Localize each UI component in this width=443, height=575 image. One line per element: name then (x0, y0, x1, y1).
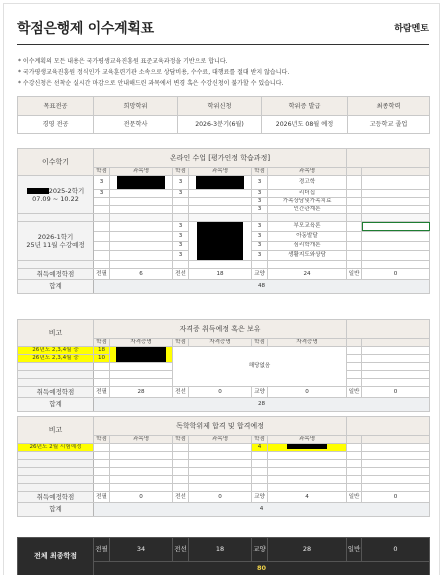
online-courses-table (17, 148, 430, 294)
desired-degree: 전문학사 (94, 116, 178, 134)
header (17, 14, 429, 40)
credit-value: 0 (362, 269, 430, 280)
sum-value: 28 (94, 398, 430, 412)
credit-type: 교양 (252, 538, 268, 562)
note-line: * 이수계획의 모든 내용은 국가평생교육진흥원 표준교육과정을 기반으로 합니다. (18, 58, 228, 65)
expected-credits-label: 취득예정학점 (18, 492, 94, 503)
credit-cell: 3 (252, 251, 268, 261)
certificates-table (17, 319, 430, 412)
credit-value: 28 (110, 387, 173, 398)
redacted-block (196, 176, 244, 189)
summary-header: 학위신청 (178, 97, 262, 116)
page-title: 학점은행제 이수계획표 (17, 21, 154, 37)
credit-value: 24 (268, 269, 347, 280)
term-name: 2026-1학기 (37, 233, 74, 241)
term-dates: 25년 11월 수강예정 (26, 241, 85, 249)
col-header: 학점 (252, 168, 268, 176)
target-major: 경영 전공 (18, 116, 94, 134)
col-header: 자격증명 (268, 339, 347, 347)
redacted-block (116, 347, 166, 362)
col-header: 학점 (94, 339, 110, 347)
credit-value: 0 (362, 387, 430, 398)
title-divider (17, 44, 429, 45)
credit-type: 교양 (252, 492, 268, 503)
credit-cell: 3 (173, 190, 189, 198)
col-header: 학점 (94, 436, 110, 444)
term-2026-1 (18, 222, 94, 261)
col-header: 자격증명 (110, 339, 173, 347)
col-header: 학점 (94, 168, 110, 176)
course-cell: 리더십 (268, 190, 347, 198)
credit-type: 전선 (173, 492, 189, 503)
credit-value: 0 (110, 492, 173, 503)
redacted-block (117, 176, 165, 189)
credit-cell: 3 (94, 176, 110, 190)
course-cell: 경고학 (268, 176, 347, 190)
col-header: 과목명 (110, 168, 173, 176)
credit-cell: 18 (94, 347, 110, 355)
sum-label: 합계 (18, 503, 94, 517)
credit-value: 6 (110, 269, 173, 280)
credit-type: 전선 (173, 269, 189, 280)
credit-cell: 3 (252, 206, 268, 214)
credit-cell: 3 (173, 231, 189, 241)
brand-name: 하람멘토 (394, 24, 429, 34)
cert-section-label: 비고 (18, 320, 94, 347)
col-header: 과목명 (268, 436, 347, 444)
credit-cell: 3 (94, 190, 110, 198)
credit-type: 전선 (173, 538, 189, 562)
sum-value: 4 (94, 503, 430, 517)
credit-type: 교양 (252, 269, 268, 280)
credit-type: 일반 (347, 538, 362, 562)
credit-type: 교양 (252, 387, 268, 398)
exam-subject-cell (268, 444, 347, 452)
exam-section-label: 비고 (18, 417, 94, 444)
term-name: 2025-2학기 (48, 186, 85, 195)
cert-note: 26년도 2,3,4월 중 (18, 355, 94, 363)
online-section-title: 온라인 수업 [평가인정 학습과정] (94, 149, 347, 168)
credit-type: 일반 (347, 387, 362, 398)
credit-cell: 3 (173, 241, 189, 251)
sum-value: 48 (94, 280, 430, 294)
credit-cell: 3 (173, 176, 189, 190)
credit-value: 4 (268, 492, 347, 503)
col-header: 과목명 (110, 436, 173, 444)
summary-header: 목표전공 (18, 97, 94, 116)
credit-cell: 3 (252, 241, 268, 251)
course-cell: 생활지도와상담 (268, 251, 347, 261)
credit-value: 0 (189, 387, 252, 398)
course-cell: 심리학개론 (268, 241, 347, 251)
credit-value: 0 (268, 387, 347, 398)
note-line: * 국가평생교육진흥원 정식인가 교육훈련기관 소속으로 상담비용, 수수료, 대행료를 절대 받지 않습니다. (18, 69, 290, 76)
credit-value: 34 (110, 538, 173, 562)
credit-type: 일반 (347, 269, 362, 280)
credit-value: 18 (189, 269, 252, 280)
sum-label: 합계 (18, 280, 94, 294)
col-header: 학점 (173, 168, 189, 176)
degree-application: 2026-3분기(6월) (178, 116, 262, 134)
credit-type: 전필 (94, 387, 110, 398)
none-text: 해당없음 (173, 347, 347, 387)
final-education: 고등학교 졸업 (348, 116, 430, 134)
col-header: 학점 (173, 436, 189, 444)
credit-value: 28 (268, 538, 347, 562)
credit-cell: 3 (173, 222, 189, 232)
col-header: 과목명 (189, 436, 252, 444)
sum-label: 합계 (18, 398, 94, 412)
expected-credits-label: 취득예정학점 (18, 387, 94, 398)
term-2025-2 (18, 176, 94, 214)
grand-total-value: 80 (94, 562, 430, 575)
col-header: 과목명 (189, 168, 252, 176)
credit-cell: 10 (94, 355, 110, 363)
grand-total (17, 537, 429, 575)
selected-cell[interactable] (362, 222, 430, 232)
credit-type: 전필 (94, 492, 110, 503)
redacted-block (27, 188, 49, 194)
credit-type: 전필 (94, 269, 110, 280)
cert-note: 26년도 2,3,4월 중 (18, 347, 94, 355)
course-cell: 인간관계론 (268, 206, 347, 214)
diploma-issue: 2026년도 08월 예정 (262, 116, 348, 134)
course-cell: 부모교육론 (268, 222, 347, 232)
credit-value: 0 (362, 492, 430, 503)
credit-value: 0 (189, 492, 252, 503)
col-header: 학점 (252, 339, 268, 347)
term-dates: 07.09 ~ 10.22 (32, 194, 79, 203)
course-cell (189, 176, 252, 190)
col-header: 과목명 (268, 168, 347, 176)
exam-table (17, 416, 430, 517)
online-section-label: 이수학기 (18, 149, 94, 176)
course-cell: 가족상담및가족치료 (268, 198, 347, 206)
course-cell (110, 176, 173, 190)
credit-cell: 4 (252, 444, 268, 452)
grand-total-label: 전체 최종학점 (18, 538, 94, 575)
col-header: 학점 (173, 339, 189, 347)
credit-type: 일반 (347, 492, 362, 503)
exam-note: 26년도 2월 시험예정 (18, 444, 94, 452)
credit-cell: 3 (252, 222, 268, 232)
col-header: 학점 (252, 436, 268, 444)
note-line: * 수강신청은 선착순 실시간 마감으로 안내해드린 과목에서 변경 혹은 수강신청이 불가할 수 있습니다. (18, 80, 284, 87)
grand-total-table (17, 537, 430, 575)
redacted-block (197, 222, 243, 260)
summary-header: 학위증 발급 (262, 97, 348, 116)
summary-table (17, 96, 430, 134)
credit-value: 0 (362, 538, 430, 562)
credit-cell: 3 (252, 176, 268, 190)
notes (18, 56, 431, 89)
credit-type: 전필 (94, 538, 110, 562)
credit-cell: 3 (252, 198, 268, 206)
col-header: 자격증명 (189, 339, 252, 347)
expected-credits-label: 취득예정학점 (18, 269, 94, 280)
credit-type: 전선 (173, 387, 189, 398)
cert-section-title: 자격증 취득예정 혹은 보유 (94, 320, 347, 339)
credit-cell: 3 (252, 231, 268, 241)
redacted-block (287, 444, 327, 449)
summary-header: 최종학력 (348, 97, 430, 116)
course-cell: 아동발달 (268, 231, 347, 241)
credit-cell: 3 (173, 251, 189, 261)
summary-header: 희망학위 (94, 97, 178, 116)
course-cell (189, 222, 252, 261)
credit-value: 18 (189, 538, 252, 562)
exam-section-title: 독학학위제 합격 및 합격예정 (94, 417, 347, 436)
cert-name-cell (110, 347, 173, 363)
credit-cell: 3 (252, 190, 268, 198)
